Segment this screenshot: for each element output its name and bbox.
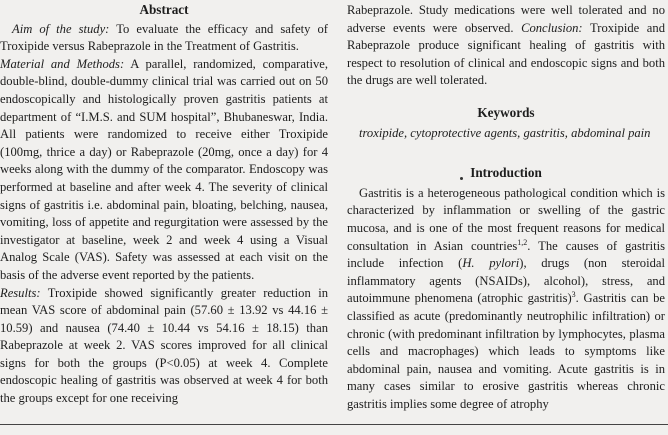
abstract-continued [347, 2, 665, 90]
methods-text: A parallel, randomized, comparative, double-blind, double-dummy clinical trial was carried out on 50 endoscopically and histologically proven gastritis patients at department of “I.M.S. and SUM hospital”, Bhubaneswar, India. All patients were randomized to receive either Troxipide (100mg, thrice a day) or Rabeprazole (20mg, once a day) for 4 weeks along with the dummy of the comparator. Endoscopy was performed at baseline and after week 4. The severity of clinical signs of gastritis i.e. abdominal pain, bloating, belching, nausea, vomiting, loss of appetite and regurgitation were assessed by the investigator at baseline, week 2 and week 4 using a Visual Analog Scale (VAS). Safety was assessed at each visit on the basis of the adverse event reported by the patients. [0, 56, 328, 282]
introduction-body [347, 185, 665, 414]
right-column [347, 0, 665, 413]
intro-text-3: ), drugs (non steroidal inflammatory agents (NSAIDs), alcohol), stress, and autoimmune phenomena (atrophic gastritis) [347, 256, 665, 306]
keywords-list: troxipide, cytoprotective agents, gastritis, abdominal pain [359, 125, 651, 140]
intro-text-1: Gastritis is a heterogeneous pathological condition which is characterized by inflammation or swelling of the gastric mucosa, and is one of the most frequent reasons for medical consultation in Asian countries [347, 185, 665, 253]
citation-2: 3 [571, 290, 576, 300]
intro-text-4: . Gastritis can be classified as acute (predominantly neutrophilic infiltration) or chronic (with predominant infiltration by lymphocytes, plasma cells and macrophages) which leads to symptoms like abdominal pain, nausea and vomiting. Acute gastritis is in many cases similar to erosive gastritis whereas chronic gastritis implies some degree of atrophy [347, 291, 665, 411]
stray-dot [460, 177, 463, 180]
citation-1: 1,2 [517, 237, 528, 247]
conclusion-text: Troxipide and Rabeprazole produce significant healing of gastritis with respect to resolution of clinical and endoscopic signs and both the drugs are well tolerated. [347, 20, 665, 88]
aim-text: To evaluate the efficacy and safety of Troxipide versus Rabeprazole in the Treatment of Gastritis. [0, 21, 328, 54]
footer-rule [0, 424, 668, 425]
results-label: Results: [0, 285, 41, 300]
keywords-text [347, 125, 665, 143]
keywords-heading: Keywords [477, 104, 535, 120]
abstract-body [0, 21, 328, 408]
introduction-heading: Introduction [470, 165, 542, 181]
h-pylori: H. pylori [462, 256, 520, 271]
intro-text-2: . The causes of gastritis include infection ( [347, 238, 665, 271]
aim-label: Aim of the study: [12, 21, 110, 36]
results-text: Troxipide showed significantly greater reduction in mean VAS score of abdominal pain (57.60 ± 13.92 vs 44.16 ± 10.59) and nausea (74.40 ± 10.44 vs 54.16 ± 18.15) than Rabeprazole at week 2. VAS scores improved for all clinical signs for both the groups (P<0.05) at week 4. Complete endoscopic healing of gastritis was observed at week 4 for both the groups except for one receiving [0, 285, 328, 406]
conclusion-label: Conclusion: [521, 20, 583, 35]
abstract-continued-text: Rabeprazole. Study medications were well tolerated and no adverse events were observed. [347, 3, 665, 35]
methods-label: Material and Methods: [0, 56, 125, 71]
abstract-heading: Abstract [139, 2, 189, 17]
left-column [0, 0, 328, 408]
